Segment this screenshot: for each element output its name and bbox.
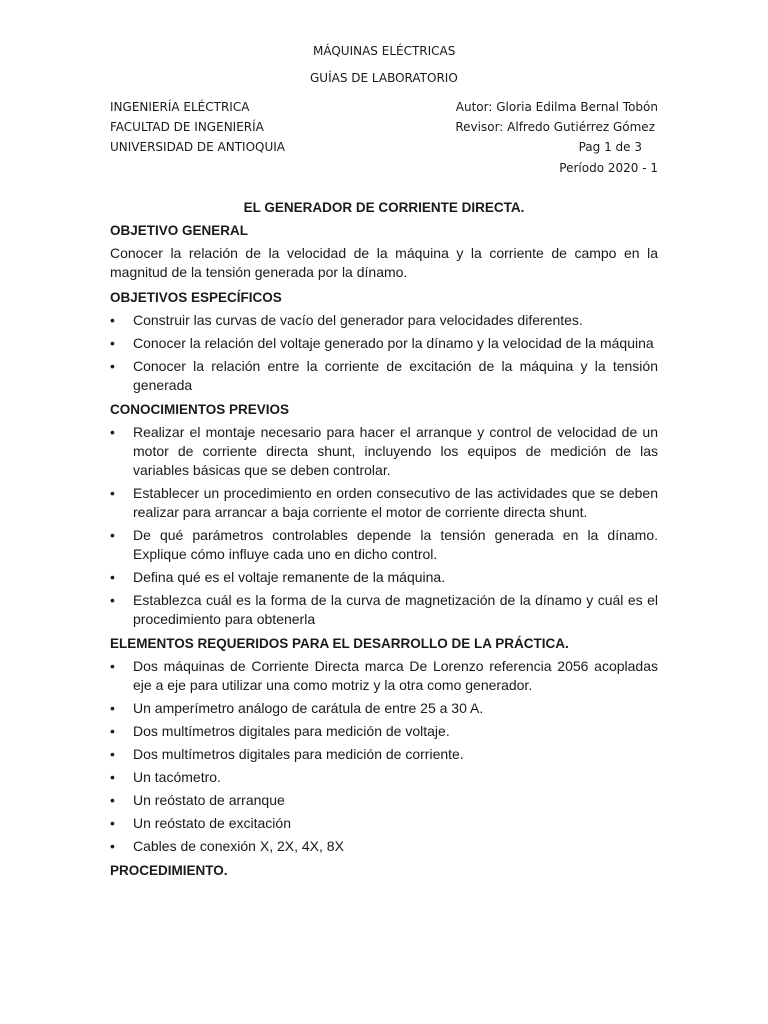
bullet-icon: •	[110, 815, 115, 831]
bullet-icon: •	[110, 312, 115, 328]
list-item-text: Un tacómetro.	[133, 769, 221, 785]
list-item	[110, 814, 658, 833]
course-title: MÁQUINAS ELÉCTRICAS	[313, 44, 456, 58]
faculty-name: FACULTAD DE INGENIERÍA	[110, 120, 264, 134]
heading-procedimiento: PROCEDIMIENTO.	[110, 863, 228, 878]
list-item-text: Un reóstato de excitación	[133, 815, 291, 831]
list-item	[110, 699, 658, 718]
list-item-text: Un amperímetro análogo de carátula de entre 25 a 30 A.	[133, 700, 484, 716]
objetivos-especificos-list	[110, 311, 658, 395]
bullet-icon: •	[110, 592, 115, 608]
bullet-icon: •	[110, 700, 115, 716]
bullet-icon: •	[110, 838, 115, 854]
bullet-icon: •	[110, 792, 115, 808]
list-item-text: Cables de conexión X, 2X, 4X, 8X	[133, 838, 344, 854]
list-item	[110, 357, 658, 395]
bullet-icon: •	[110, 746, 115, 762]
list-item	[110, 311, 658, 330]
document-body	[110, 198, 658, 884]
list-item-text: Establecer un procedimiento en orden consecutivo de las actividades que se deben realizar para arrancar a baja corriente el motor de corriente directa shunt.	[133, 485, 658, 520]
list-item	[110, 334, 658, 353]
list-item	[110, 722, 658, 741]
list-item-text: Conocer la relación entre la corriente de excitación de la máquina y la tensión generada	[133, 358, 658, 393]
bullet-icon: •	[110, 723, 115, 739]
university-name: UNIVERSIDAD DE ANTIOQUIA	[110, 140, 285, 154]
bullet-icon: •	[110, 424, 115, 440]
list-item	[110, 837, 658, 856]
heading-objetivo-general: OBJETIVO GENERAL	[110, 223, 249, 238]
list-item-text: Conocer la relación del voltaje generado por la dínamo y la velocidad de la máquina	[133, 335, 654, 351]
heading-conocimientos-previos: CONOCIMIENTOS PREVIOS	[110, 402, 290, 417]
bullet-icon: •	[110, 769, 115, 785]
list-item	[110, 423, 658, 480]
period-line: Período 2020 - 1	[559, 161, 658, 175]
bullet-icon: •	[110, 358, 115, 374]
list-item-text: Realizar el montaje necesario para hacer el arranque y control de velocidad de un motor de corriente directa shunt, incluyendo los equipos de medición de las variables básicas que se deben controlar.	[133, 424, 658, 478]
list-item-text: Dos multímetros digitales para medición de corriente.	[133, 746, 464, 762]
list-item-text: Construir las curvas de vacío del generador para velocidades diferentes.	[133, 312, 583, 328]
list-item-text: Dos multímetros digitales para medición de voltaje.	[133, 723, 450, 739]
list-item	[110, 768, 658, 787]
program-name: INGENIERÍA ELÉCTRICA	[110, 100, 250, 114]
document-title: EL GENERADOR DE CORRIENTE DIRECTA.	[243, 200, 525, 215]
list-item	[110, 484, 658, 522]
bullet-icon: •	[110, 527, 115, 543]
list-item-text: Dos máquinas de Corriente Directa marca De Lorenzo referencia 2056 acopladas eje a eje para utilizar una como motriz y la otra como generador.	[133, 658, 658, 693]
list-item	[110, 568, 658, 587]
bullet-icon: •	[110, 569, 115, 585]
bullet-icon: •	[110, 335, 115, 351]
conocimientos-previos-list	[110, 423, 658, 629]
objetivo-general-text: Conocer la relación de la velocidad de la máquina y la corriente de campo en la magnitud de la tensión generada por la dínamo.	[110, 245, 658, 280]
list-item-text: Establezca cuál es la forma de la curva de magnetización de la dínamo y cuál es el procedimiento para obtenerla	[133, 592, 658, 627]
list-item-text: Un reóstato de arranque	[133, 792, 285, 808]
author-line: Autor: Gloria Edilma Bernal Tobón	[455, 100, 658, 114]
list-item	[110, 791, 658, 810]
doc-type: GUÍAS DE LABORATORIO	[310, 71, 458, 85]
list-item	[110, 526, 658, 564]
list-item-text: Defina qué es el voltaje remanente de la máquina.	[133, 569, 446, 585]
heading-elementos-requeridos: ELEMENTOS REQUERIDOS PARA EL DESARROLLO DE LA PRÁCTICA.	[110, 636, 569, 651]
heading-objetivos-especificos: OBJETIVOS ESPECÍFICOS	[110, 290, 282, 305]
list-item-text: De qué parámetros controlables depende la tensión generada en la dínamo. Explique cómo influye cada uno en dicho control.	[133, 527, 658, 562]
list-item	[110, 745, 658, 764]
reviewer-line: Revisor: Alfredo Gutiérrez Gómez	[455, 120, 655, 134]
elementos-requeridos-list	[110, 657, 658, 856]
bullet-icon: •	[110, 658, 115, 674]
list-item	[110, 591, 658, 629]
list-item	[110, 657, 658, 695]
bullet-icon: •	[110, 485, 115, 501]
page-indicator: Pag 1 de 3	[578, 140, 642, 154]
